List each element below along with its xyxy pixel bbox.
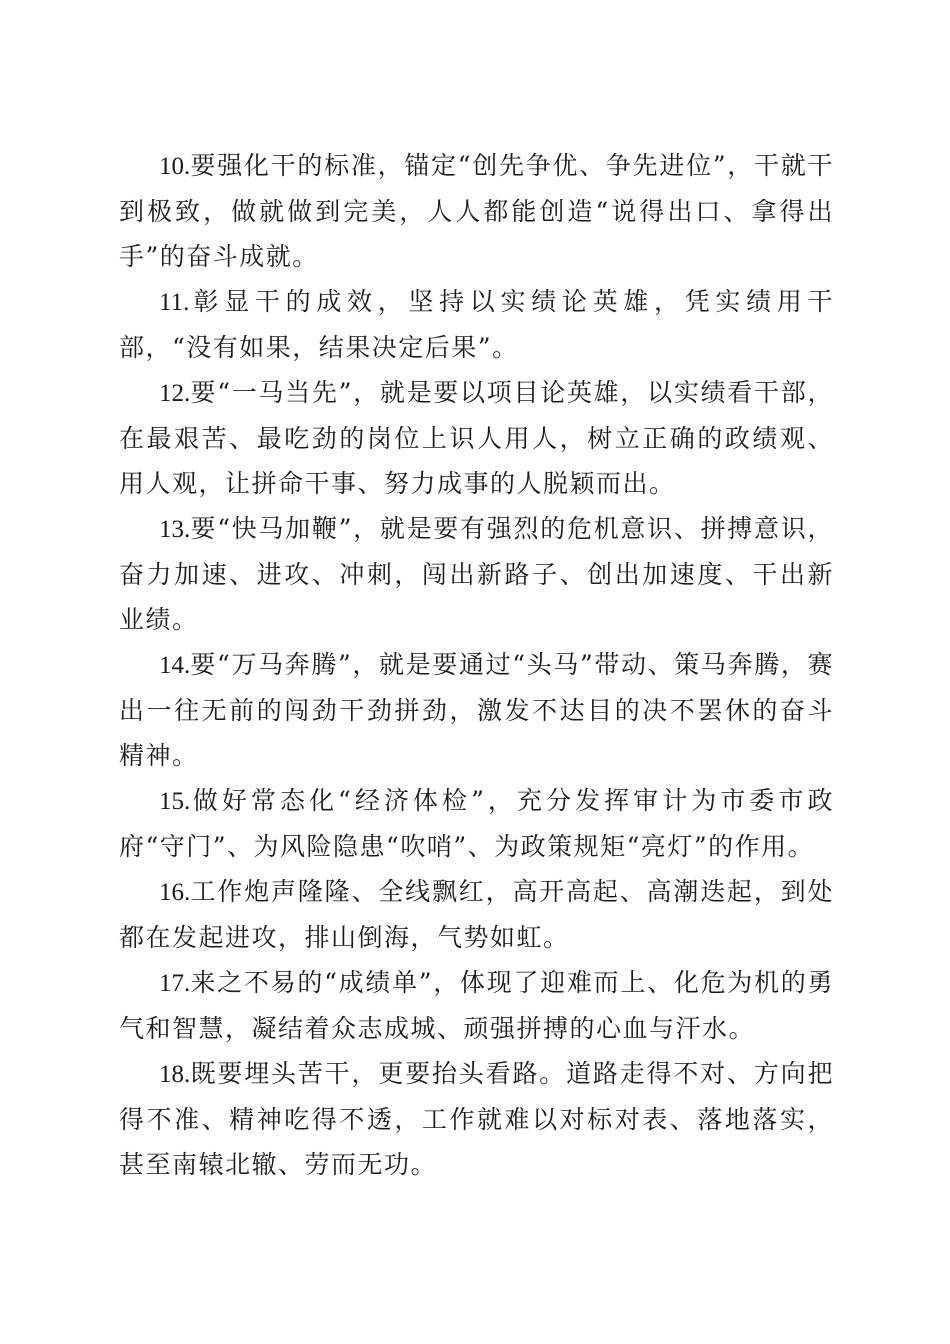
paragraph-number: 15. <box>159 788 191 815</box>
paragraph-number: 11. <box>159 289 190 316</box>
paragraph-number: 14. <box>159 652 191 679</box>
paragraph-text: 既要埋头苦干，更要抬头看路。道路走得不对、方向把得不准、精神吃得不透，工作就难以对标对表、落地落实，甚至南辕北辙、劳而无功。 <box>119 1059 834 1179</box>
paragraph-17 <box>119 960 834 1051</box>
paragraph-text: 彰显干的成效，坚持以实绩论英雄，凭实绩用干部，“没有如果，结果决定后果”。 <box>119 287 834 362</box>
paragraph-15 <box>119 778 834 869</box>
paragraph-number: 16. <box>159 879 191 906</box>
paragraph-text: 要“一马当先”，就是要以项目论英雄，以实绩看干部，在最艰苦、最吃劲的岗位上识人用人，树立正确的政绩观、用人观，让拼命干事、努力成事的人脱颖而出。 <box>119 378 834 498</box>
paragraph-text: 要“快马加鞭”，就是要有强烈的危机意识、拼搏意识，奋力加速、进攻、冲刺，闯出新路子、创出加速度、干出新业绩。 <box>119 514 834 634</box>
paragraph-text: 做好常态化“经济体检”，充分发挥审计为市委市政府“守门”、为风险隐患“吹哨”、为政策规矩“亮灯”的作用。 <box>119 786 834 861</box>
paragraph-number: 18. <box>159 1061 191 1088</box>
paragraph-12 <box>119 370 834 506</box>
paragraph-number: 17. <box>159 970 191 997</box>
paragraph-16 <box>119 869 834 960</box>
paragraph-14 <box>119 642 834 778</box>
paragraph-18 <box>119 1051 834 1187</box>
paragraph-number: 10. <box>159 153 191 180</box>
paragraph-text: 来之不易的“成绩单”，体现了迎难而上、化危为机的勇气和智慧，凝结着众志成城、顽强拼搏的心血与汗水。 <box>119 968 834 1043</box>
paragraph-text: 工作炮声隆隆、全线飘红，高开高起、高潮迭起，到处都在发起进攻，排山倒海，气势如虹。 <box>119 877 834 952</box>
paragraph-number: 12. <box>159 380 191 407</box>
paragraph-text: 要“万马奔腾”，就是要通过“头马”带动、策马奔腾，赛出一往无前的闯劲干劲拼劲，激发不达目的决不罢休的奋斗精神。 <box>119 650 834 770</box>
paragraph-number: 13. <box>159 516 191 543</box>
paragraph-text: 要强化干的标准，锚定“创先争优、争先进位”，干就干到极致，做就做到完美，人人都能创造“说得出口、拿得出手”的奋斗成就。 <box>119 151 834 271</box>
paragraph-11 <box>119 279 834 370</box>
paragraph-10 <box>119 143 834 279</box>
paragraph-13 <box>119 506 834 642</box>
document-body <box>119 143 834 1187</box>
